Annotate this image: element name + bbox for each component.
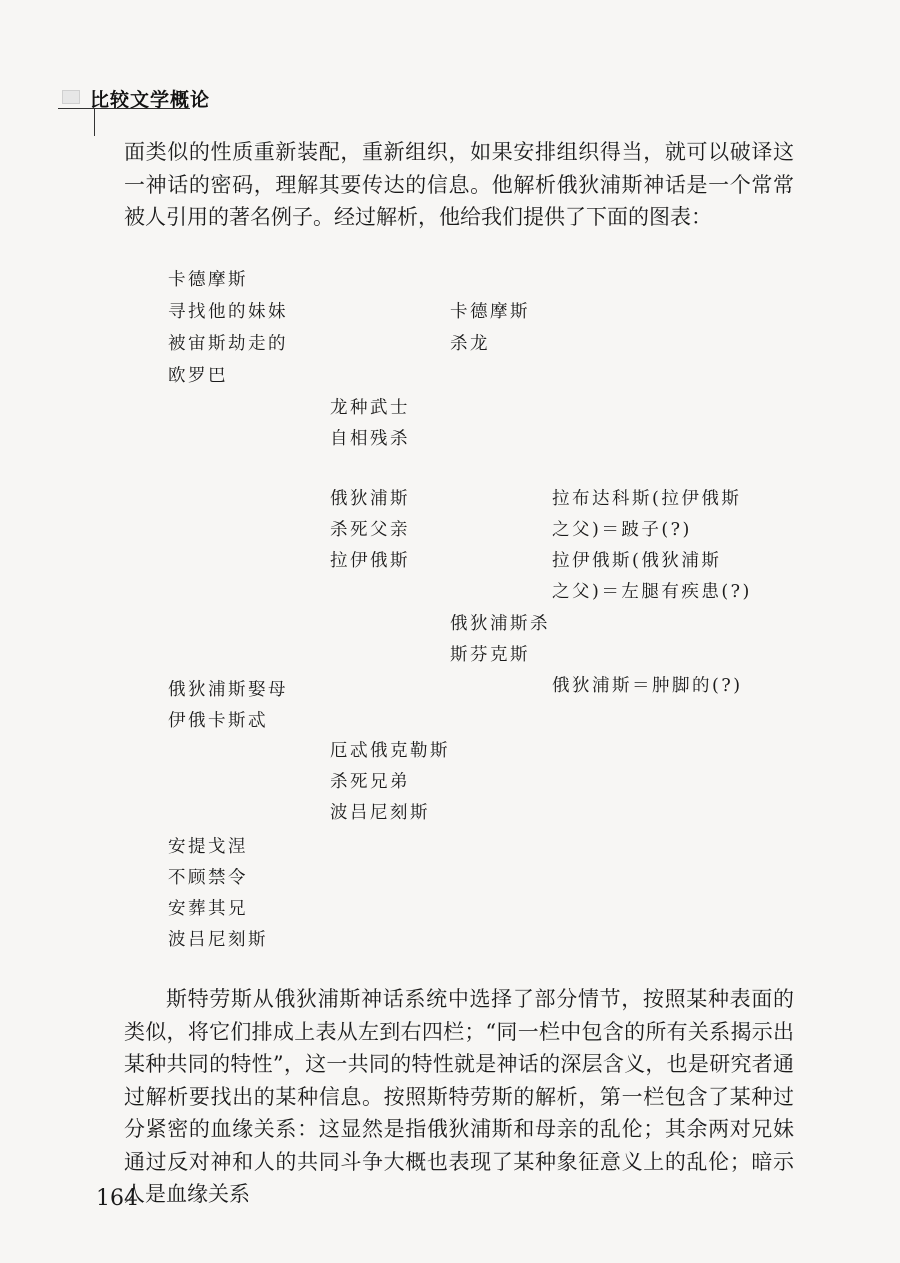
diagram-cell: 不顾禁令 (168, 868, 248, 888)
header-rule (58, 108, 190, 109)
diagram-cell: 自相残杀 (330, 429, 410, 449)
diagram-cell: 之父)＝跛子(?) (552, 520, 692, 540)
diagram-cell: 俄狄浦斯 (330, 489, 410, 509)
header-vertical-rule (94, 108, 95, 136)
diagram-cell: 俄狄浦斯娶母 (168, 680, 288, 700)
diagram-cell: 拉布达科斯(拉伊俄斯 (552, 489, 742, 509)
diagram-cell: 斯芬克斯 (450, 645, 530, 665)
diagram-cell: 俄狄浦斯＝肿脚的(?) (552, 676, 743, 696)
diagram-cell: 杀龙 (450, 334, 490, 354)
diagram-cell: 安葬其兄 (168, 899, 248, 919)
diagram-cell: 龙种武士 (330, 398, 410, 418)
diagram-cell: 被宙斯劫走的 (168, 334, 288, 354)
diagram-cell: 俄狄浦斯杀 (450, 614, 550, 634)
running-header-title: 比较文学概论 (90, 89, 211, 111)
paragraph-bottom: 斯特劳斯从俄狄浦斯神话系统中选择了部分情节，按照某种表面的类似，将它们排成上表从左到右四栏；“同一栏中包含的所有关系揭示出某种共同的特性”，这一共同的特性就是神话的深层含义，也是研究者通过解析要找出的某种信息。按照斯特劳斯的解析，第一栏包含了某种过分紧密的血缘关系：这显然是指俄狄浦斯和母亲的乱伦；其余两对兄妹通过反对神和人的共同斗争大概也表现了某种象征意义上的乱伦；暗示人是血缘关系 (124, 987, 794, 1206)
diagram-cell: 伊俄卡斯忒 (168, 711, 268, 731)
diagram-cell: 杀死兄弟 (330, 772, 410, 792)
diagram-cell: 欧罗巴 (168, 366, 228, 386)
diagram-cell: 波吕尼刻斯 (330, 803, 430, 823)
page-number: 164 (96, 1186, 138, 1211)
diagram-cell: 寻找他的妹妹 (168, 302, 288, 322)
diagram-cell: 波吕尼刻斯 (168, 930, 268, 950)
paragraph-top: 面类似的性质重新装配，重新组织，如果安排组织得当，就可以破译这一神话的密码，理解其要传达的信息。他解析俄狄浦斯神话是一个常常被人引用的著名例子。经过解析，他给我们提供了下面的图表： (124, 140, 794, 229)
diagram-cell: 杀死父亲 (330, 520, 410, 540)
diagram-cell: 卡德摩斯 (450, 302, 530, 322)
diagram-cell: 之父)＝左腿有疾患(?) (552, 582, 752, 602)
diagram-cell: 拉伊俄斯 (330, 551, 410, 571)
header-square-mark (62, 90, 80, 104)
diagram-cell: 拉伊俄斯(俄狄浦斯 (552, 551, 722, 571)
diagram-cell: 卡德摩斯 (168, 270, 248, 290)
diagram-cell: 厄忒俄克勒斯 (330, 741, 450, 761)
diagram-cell: 安提戈涅 (168, 837, 248, 857)
